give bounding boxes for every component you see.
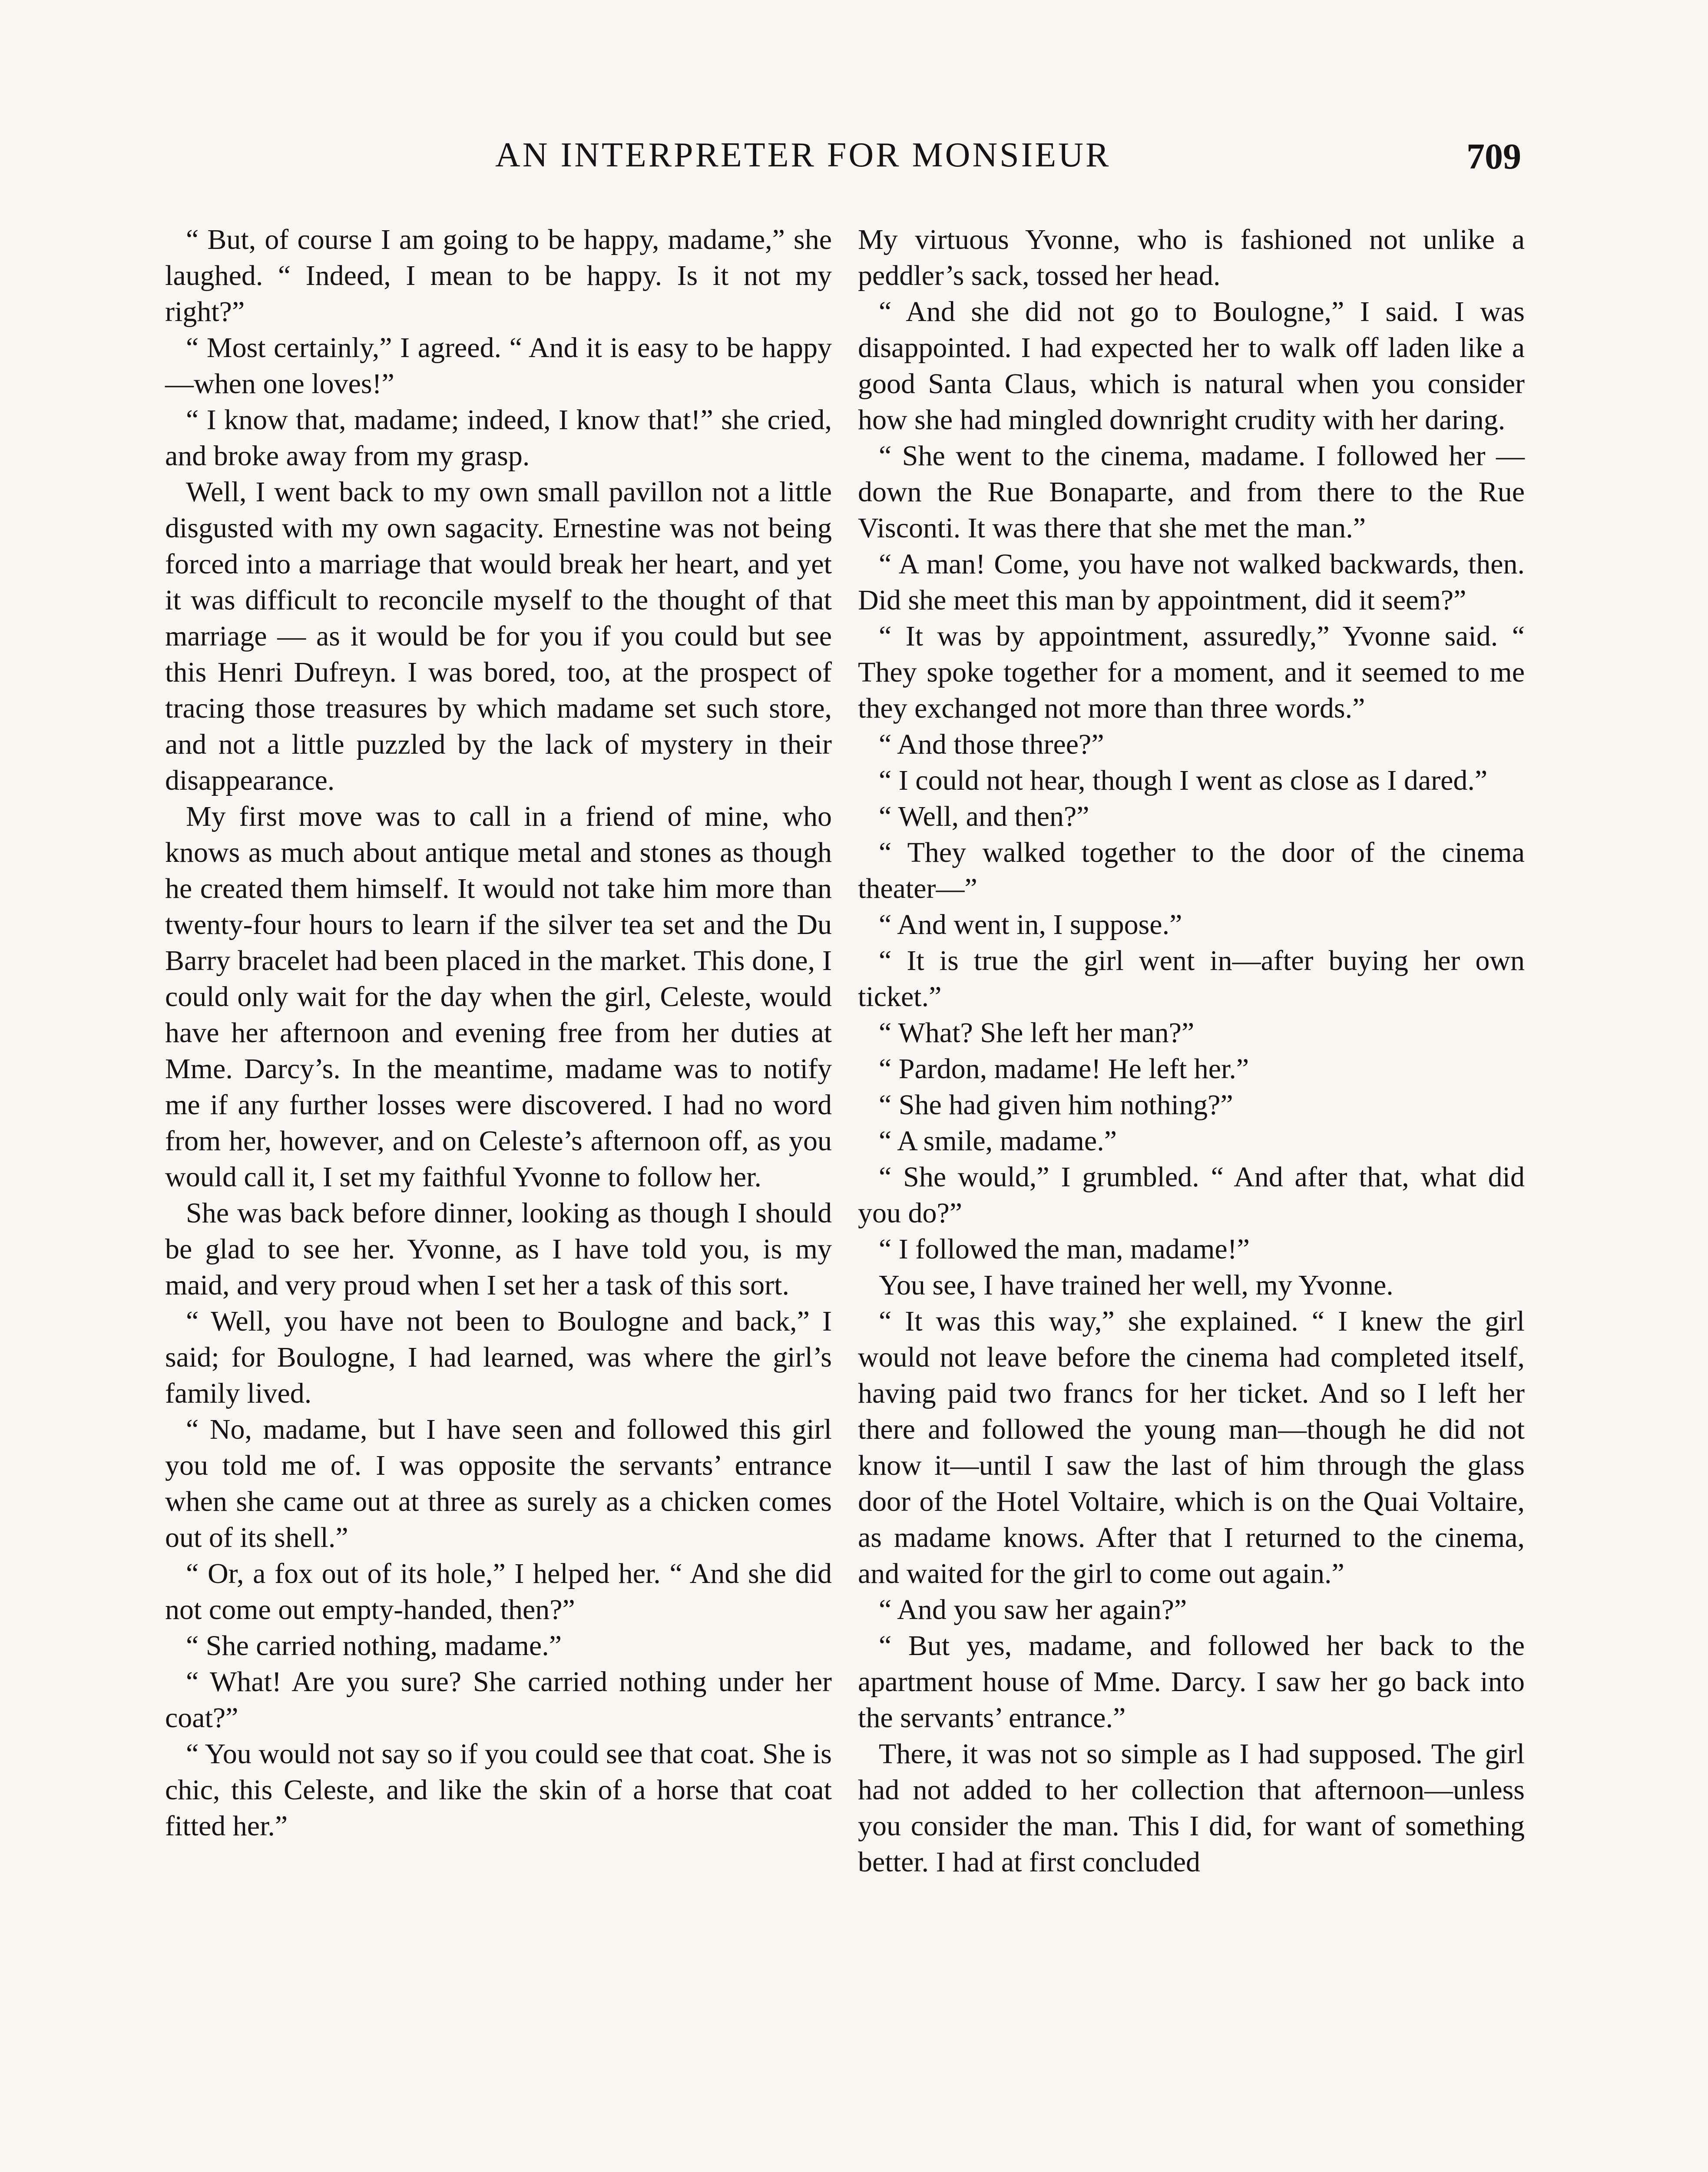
paragraph: “ And you saw her again?” — [879, 1594, 1187, 1626]
text-columns — [165, 222, 1525, 2172]
paragraph: “ You would not say so if you could see that coat. She is chic, this Celeste, and like the skin of a horse that coat fitted her.” — [165, 1738, 832, 1842]
paragraph: “ But, of course I am going to be happy, madame,” she laughed. “ Indeed, I mean to be happy. Is it not my right?” — [165, 224, 832, 328]
paragraph: “ She carried nothing, madame.” — [186, 1630, 562, 1662]
paragraph: “ A smile, madame.” — [879, 1125, 1117, 1157]
paragraph: “ But yes, madame, and followed her back to the apartment house of Mme. Darcy. I saw her go back into the servants’ entrance.” — [858, 1630, 1525, 1734]
paragraph: “ Most certainly,” I agreed. “ And it is easy to be happy—when one loves!” — [165, 332, 832, 400]
paragraph: “ I could not hear, though I went as close as I dared.” — [879, 765, 1488, 796]
paragraph: “ It was this way,” she explained. “ I knew the girl would not leave before the cinema had completed itself, having paid two francs for her ticket. And so I left her there and followed the young man—though he did not know it—until I saw the last of him through the glass door of the Hotel Voltaire, which is on the Quai Voltaire, as madame knows. After that I returned to the cinema, and waited for the girl to come out again.” — [858, 1305, 1525, 1589]
paragraph: “ I know that, madame; indeed, I know that!” she cried, and broke away from my grasp. — [165, 404, 832, 472]
paragraph: You see, I have trained her well, my Yvonne. — [879, 1269, 1394, 1301]
paragraph: My virtuous Yvonne, who is fashioned not unlike a peddler’s sack, tossed her head. — [858, 224, 1525, 291]
paragraph: “ I followed the man, madame!” — [879, 1233, 1250, 1265]
left-column — [165, 222, 832, 2172]
paragraph: “ She had given him nothing?” — [879, 1089, 1233, 1121]
paragraph: “ And went in, I suppose.” — [879, 909, 1182, 940]
paragraph: “ She went to the cinema, madame. I followed her — down the Rue Bonaparte, and from there to the Rue Visconti. It was there that she met the man.” — [858, 440, 1525, 544]
paragraph: Well, I went back to my own small pavillon not a little disgusted with my own sagacity. Ernestine was not being forced into a marriage that would break her heart, and yet it was difficult to reconcile myself to the thought of that marriage — as it would be for you if you could but see this Henri Dufreyn. I was bored, too, at the prospect of tracing those treasures by which madame set such store, and not a little puzzled by the lack of mystery in their disappearance. — [165, 476, 832, 796]
paragraph: “ What! Are you sure? She carried nothing under her coat?” — [165, 1666, 832, 1734]
paragraph: “ Pardon, madame! He left her.” — [879, 1053, 1249, 1085]
right-column — [858, 222, 1525, 2172]
paragraph: “ And she did not go to Boulogne,” I said. I was disappointed. I had expected her to walk off laden like a good Santa Claus, which is natural when you consider how she had mingled downright crudity with her daring. — [858, 296, 1525, 436]
paragraph: “ It is true the girl went in—after buying her own ticket.” — [858, 945, 1525, 1013]
page-header — [0, 136, 1708, 188]
paragraph: “ And those three?” — [879, 728, 1104, 760]
paragraph: “ Well, you have not been to Boulogne and back,” I said; for Boulogne, I had learned, was where the girl’s family lived. — [165, 1305, 832, 1409]
paragraph: “ It was by appointment, assuredly,” Yvonne said. “ They spoke together for a moment, and it seemed to me they exchanged not more than three words.” — [858, 620, 1525, 724]
paragraph: “ Well, and then?” — [879, 801, 1089, 832]
paragraph: She was back before dinner, looking as though I should be glad to see her. Yvonne, as I have told you, is my maid, and very proud when I set her a task of this sort. — [165, 1197, 832, 1301]
paragraph: “ A man! Come, you have not walked backwards, then. Did she meet this man by appointment, did it seem?” — [858, 548, 1525, 616]
paragraph: “ No, madame, but I have seen and followed this girl you told me of. I was opposite the servants’ entrance when she came out at three as surely as a chicken comes out of its shell.” — [165, 1414, 832, 1553]
page-number: 709 — [1466, 136, 1521, 177]
paragraph: “ She would,” I grumbled. “ And after that, what did you do?” — [858, 1161, 1525, 1229]
paragraph: There, it was not so simple as I had supposed. The girl had not added to her collection that afternoon—unless you consider the man. This I did, for want of something better. I had at first concluded — [858, 1738, 1525, 1878]
running-title: AN INTERPRETER FOR MONSIEUR — [495, 136, 1111, 174]
paragraph: “ They walked together to the door of the cinema theater—” — [858, 837, 1525, 904]
paragraph: My first move was to call in a friend of mine, who knows as much about antique metal and stones as though he created them himself. It would not take him more than twenty-four hours to learn if the silver tea set and the Du Barry bracelet had been placed in the market. This done, I could only wait for the day when the girl, Celeste, would have her afternoon and evening free from her duties at Mme. Darcy’s. In the meantime, madame was to notify me if any further losses were discovered. I had no word from her, however, and on Celeste’s afternoon off, as you would call it, I set my faithful Yvonne to follow her. — [165, 801, 832, 1193]
paragraph: “ Or, a fox out of its hole,” I helped her. “ And she did not come out empty-handed, then?” — [165, 1558, 832, 1626]
paragraph: “ What? She left her man?” — [879, 1017, 1195, 1049]
